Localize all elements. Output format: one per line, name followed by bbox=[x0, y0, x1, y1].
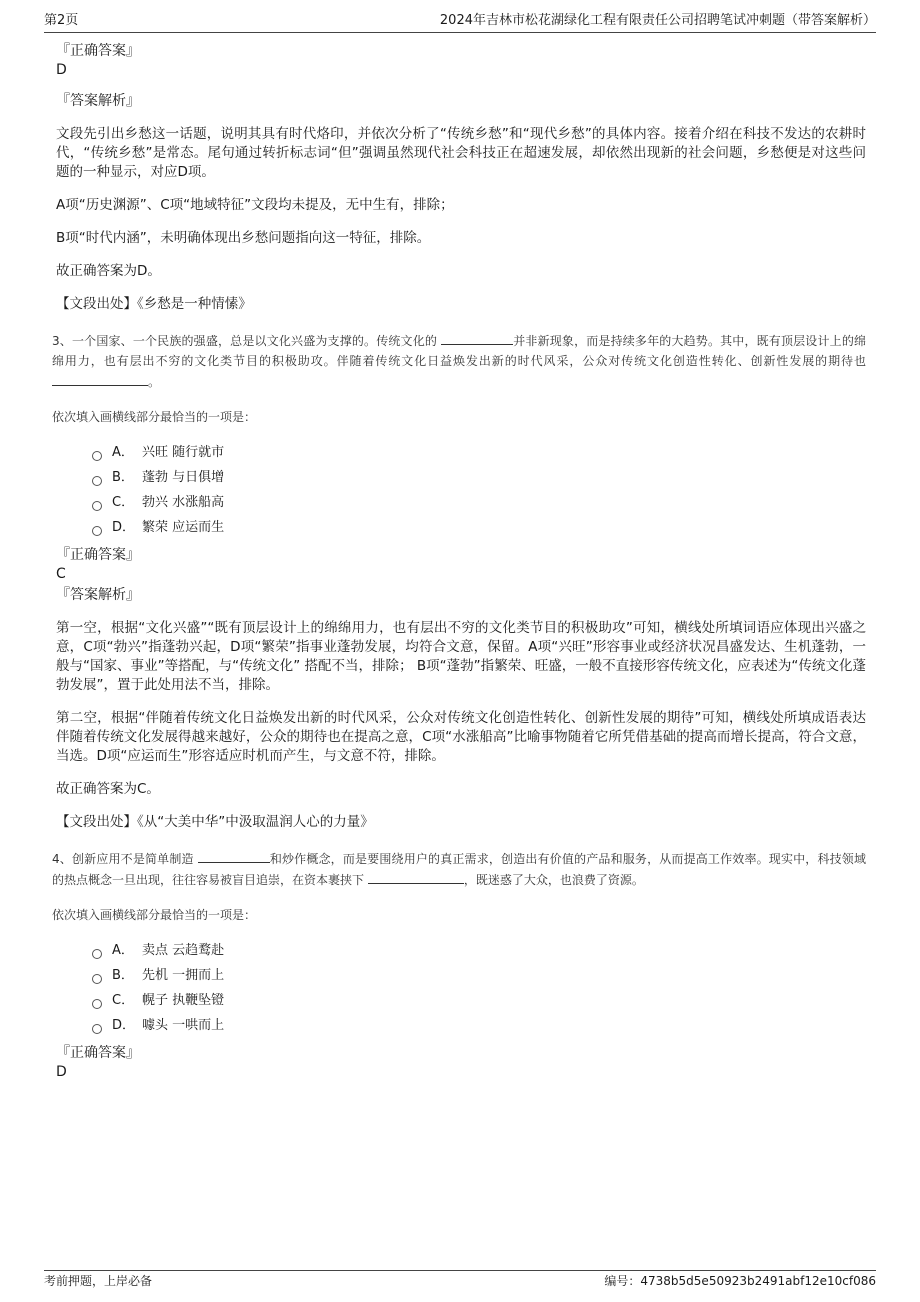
analysis-paragraph: 故正确答案为C。 bbox=[56, 781, 160, 797]
option-b[interactable]: B． 先机 一拥而上 bbox=[92, 963, 866, 988]
question-3-stem: 3、一个国家、一个民族的强盛，总是以文化兴盛为支撑的。传统文化的 并非新现象，而是持续多年的大趋势。其中，既有顶层设计上的绵绵用力，也有层出不穷的文化类节目的积极助攻。伴随着传统文化日益焕发出新的时代风采，公众对传统文化创造性转化、创新性发展的期待也 。 bbox=[52, 330, 866, 392]
radio-icon[interactable] bbox=[92, 999, 102, 1009]
question-prompt: 依次填入画横线部分最恰当的一项是： bbox=[52, 410, 257, 424]
option-b[interactable]: B． 蓬勃 与日俱增 bbox=[92, 465, 866, 490]
answer-value: D bbox=[56, 1064, 67, 1080]
analysis-label: 『答案解析』 bbox=[56, 587, 140, 603]
fill-blank bbox=[441, 330, 513, 345]
option-list bbox=[92, 440, 866, 540]
passage-source: 【文段出处】《从“大美中华”中汲取温润人心的力量》 bbox=[56, 814, 374, 830]
answer-label: 『正确答案』 bbox=[56, 1045, 140, 1061]
option-a[interactable]: A． 卖点 云趋鹜赴 bbox=[92, 938, 866, 963]
option-d[interactable]: D． 噱头 一哄而上 bbox=[92, 1013, 866, 1038]
answer-label: 『正确答案』 bbox=[56, 43, 140, 59]
answer-label: 『正确答案』 bbox=[56, 547, 140, 563]
question-4-stem: 4、创新应用不是简单制造 和炒作概念，而是要围绕用户的真正需求，创造出有价值的产品和服务，从而提高工作效率。现实中，科技领域的热点概念一旦出现，往往容易被盲目追崇，在资本裹挟下 ，既迷惑了大众，也浪费了资源。 bbox=[52, 848, 866, 890]
analysis-paragraph: A项“历史渊源”、C项“地域特征”文段均未提及，无中生有，排除； bbox=[56, 197, 454, 213]
option-a[interactable]: A． 兴旺 随行就市 bbox=[92, 440, 866, 465]
footer-slogan: 考前押题，上岸必备 bbox=[44, 1274, 153, 1288]
radio-icon[interactable] bbox=[92, 451, 102, 461]
radio-icon[interactable] bbox=[92, 949, 102, 959]
analysis-paragraph: B项“时代内涵”，未明确体现出乡愁问题指向这一特征，排除。 bbox=[56, 230, 431, 246]
radio-icon[interactable] bbox=[92, 501, 102, 511]
fill-blank bbox=[368, 869, 464, 884]
option-c[interactable]: C． 勃兴 水涨船高 bbox=[92, 490, 866, 515]
radio-icon[interactable] bbox=[92, 526, 102, 536]
fill-blank bbox=[198, 848, 270, 863]
page-footer bbox=[44, 1270, 876, 1289]
option-d[interactable]: D． 繁荣 应运而生 bbox=[92, 515, 866, 540]
fill-blank bbox=[52, 371, 148, 386]
page-header bbox=[44, 12, 876, 33]
document-id: 编号：4738b5d5e50923b2491abf12e10cf086 bbox=[604, 1274, 876, 1288]
option-c[interactable]: C． 幌子 执鞭坠镫 bbox=[92, 988, 866, 1013]
analysis-paragraph: 第二空，根据“伴随着传统文化日益焕发出新的时代风采，公众对传统文化创造性转化、创新性发展的期待”可知，横线处所填成语表达伴随着传统文化发展得越来越好，公众的期待也在提高之意，C项“水涨船高”比喻事物随着它所凭借基础的提高而增长提高，符合文意，当选。D项“应运而生”形容适应时机而产生，与文意不符，排除。 bbox=[56, 710, 866, 764]
radio-icon[interactable] bbox=[92, 1024, 102, 1034]
radio-icon[interactable] bbox=[92, 974, 102, 984]
option-list bbox=[92, 938, 866, 1038]
analysis-paragraph: 文段先引出乡愁这一话题，说明其具有时代烙印，并依次分析了“传统乡愁”和“现代乡愁”的具体内容。接着介绍在科技不发达的农耕时代，“传统乡愁”是常态。尾句通过转折标志词“但”强调虽然现代社会科技正在超速发展，却依然出现新的社会问题，乡愁便是对这些问题的一种显示，对应D项。 bbox=[56, 126, 866, 180]
document-body bbox=[52, 42, 866, 1096]
analysis-label: 『答案解析』 bbox=[56, 93, 140, 109]
radio-icon[interactable] bbox=[92, 476, 102, 486]
page-number: 第2页 bbox=[44, 13, 79, 28]
analysis-paragraph: 第一空，根据“文化兴盛”“既有顶层设计上的绵绵用力，也有层出不穷的文化类节目的积极助攻”可知，横线处所填词语应体现出兴盛之意，C项“勃兴”指蓬勃兴起，D项“繁荣”指事业蓬勃发展，均符合文意，保留。A项“兴旺”形容事业或经济状况昌盛发达、生机蓬勃，一般与“国家、事业”等搭配，与“传统文化” 搭配不当，排除； B项“蓬勃”指繁荣、旺盛，一般不直接形容传统文化，应表述为“传统文化蓬勃发展”，置于此处用法不当，排除。 bbox=[56, 620, 866, 693]
passage-source: 【文段出处】《乡愁是一种情愫》 bbox=[56, 296, 252, 312]
analysis-paragraph: 故正确答案为D。 bbox=[56, 263, 161, 279]
document-title: 2024年吉林市松花湖绿化工程有限责任公司招聘笔试冲刺题（带答案解析） bbox=[439, 13, 876, 28]
answer-value: D bbox=[56, 62, 67, 78]
question-prompt: 依次填入画横线部分最恰当的一项是： bbox=[52, 908, 257, 922]
answer-value: C bbox=[56, 566, 66, 582]
